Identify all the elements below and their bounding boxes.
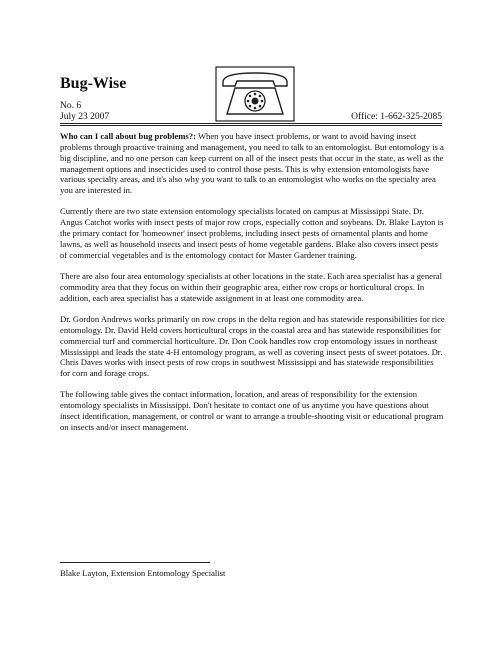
paragraph-intro — [60, 131, 445, 196]
issue-date: July 23 2007 — [60, 112, 110, 122]
newsletter-title: Bug-Wise — [60, 75, 127, 92]
article-body — [60, 131, 445, 443]
paragraph-specialist-roles: Dr. Gordon Andrews works primarily on row crops in the delta region and has statewide responsibilities for rice entomology. Dr. David Held covers horticultural crops in the coastal area and has statewide responsibilities for commercial turf and commercial horticulture. Dr. Don Cook handles row crop entomology issues in northeast Mississippi and leads the state 4-H entomology program, as well as covering insect pests of sweet potatoes. Dr. Chris Daves works with insect pests of row crops in southwest Mississippi and has statewide responsibilities for corn and forage crops. — [60, 313, 445, 379]
question-heading: Who can I call about bug problems?: — [60, 131, 196, 141]
header-divider — [60, 123, 442, 124]
signature-divider — [60, 562, 210, 563]
telephone-icon — [215, 66, 295, 122]
intro-text: When you have insect problems, or want to avoid having insect problems through proactive training and management, you need to talk to an entomologist. But entomology is a big discipline, and no one person can keep current on all of the insect pests that occur in the state, as well as the management options and insecticides used to control those pests. This is why extension entomologists have various specialty areas, and it's also why you want to talk to an entomologist who works on the specialty area you are interested in. — [60, 131, 444, 196]
paragraph-contact-table: The following table gives the contact information, location, and areas of responsibility for the extension entomology specialists in Mississippi. Don't hesitate to contact one of us anytime you have questions about insect identification, management, or control or want to arrange a trouble-shooting visit or educational program on insects and/or insect management. — [60, 389, 444, 432]
paragraph-state-specialists: Currently there are two state extension entomology specialists located on campus at Mississippi State. Dr. Angus Catchot works with insect pests of major row crops, especially cotton and soybeans. Dr. Blake Layton is the primary contact for 'homeowner' insect problems, including insect pests of ornamental plants and home lawns, as well as household insects and insect pests of home vegetable gardens. Blake also covers insect pests of commercial vegetables and is the entomology contact for Master Gardener training. — [60, 206, 444, 260]
office-phone: Office: 1-662-325-2085 — [351, 112, 442, 122]
issue-number: No. 6 — [60, 101, 82, 111]
paragraph-area-specialists: There are also four area entomology specialists at other locations in the state. Each area specialist has a general commodity area that they focus on within their geographic area, either row crops or horticultural crops. In addition, each area specialist has a statewide assignment in at least one commodity area. — [60, 271, 443, 303]
author-signature: Blake Layton, Extension Entomology Specialist — [60, 568, 226, 578]
header-divider-secondary — [60, 125, 442, 126]
